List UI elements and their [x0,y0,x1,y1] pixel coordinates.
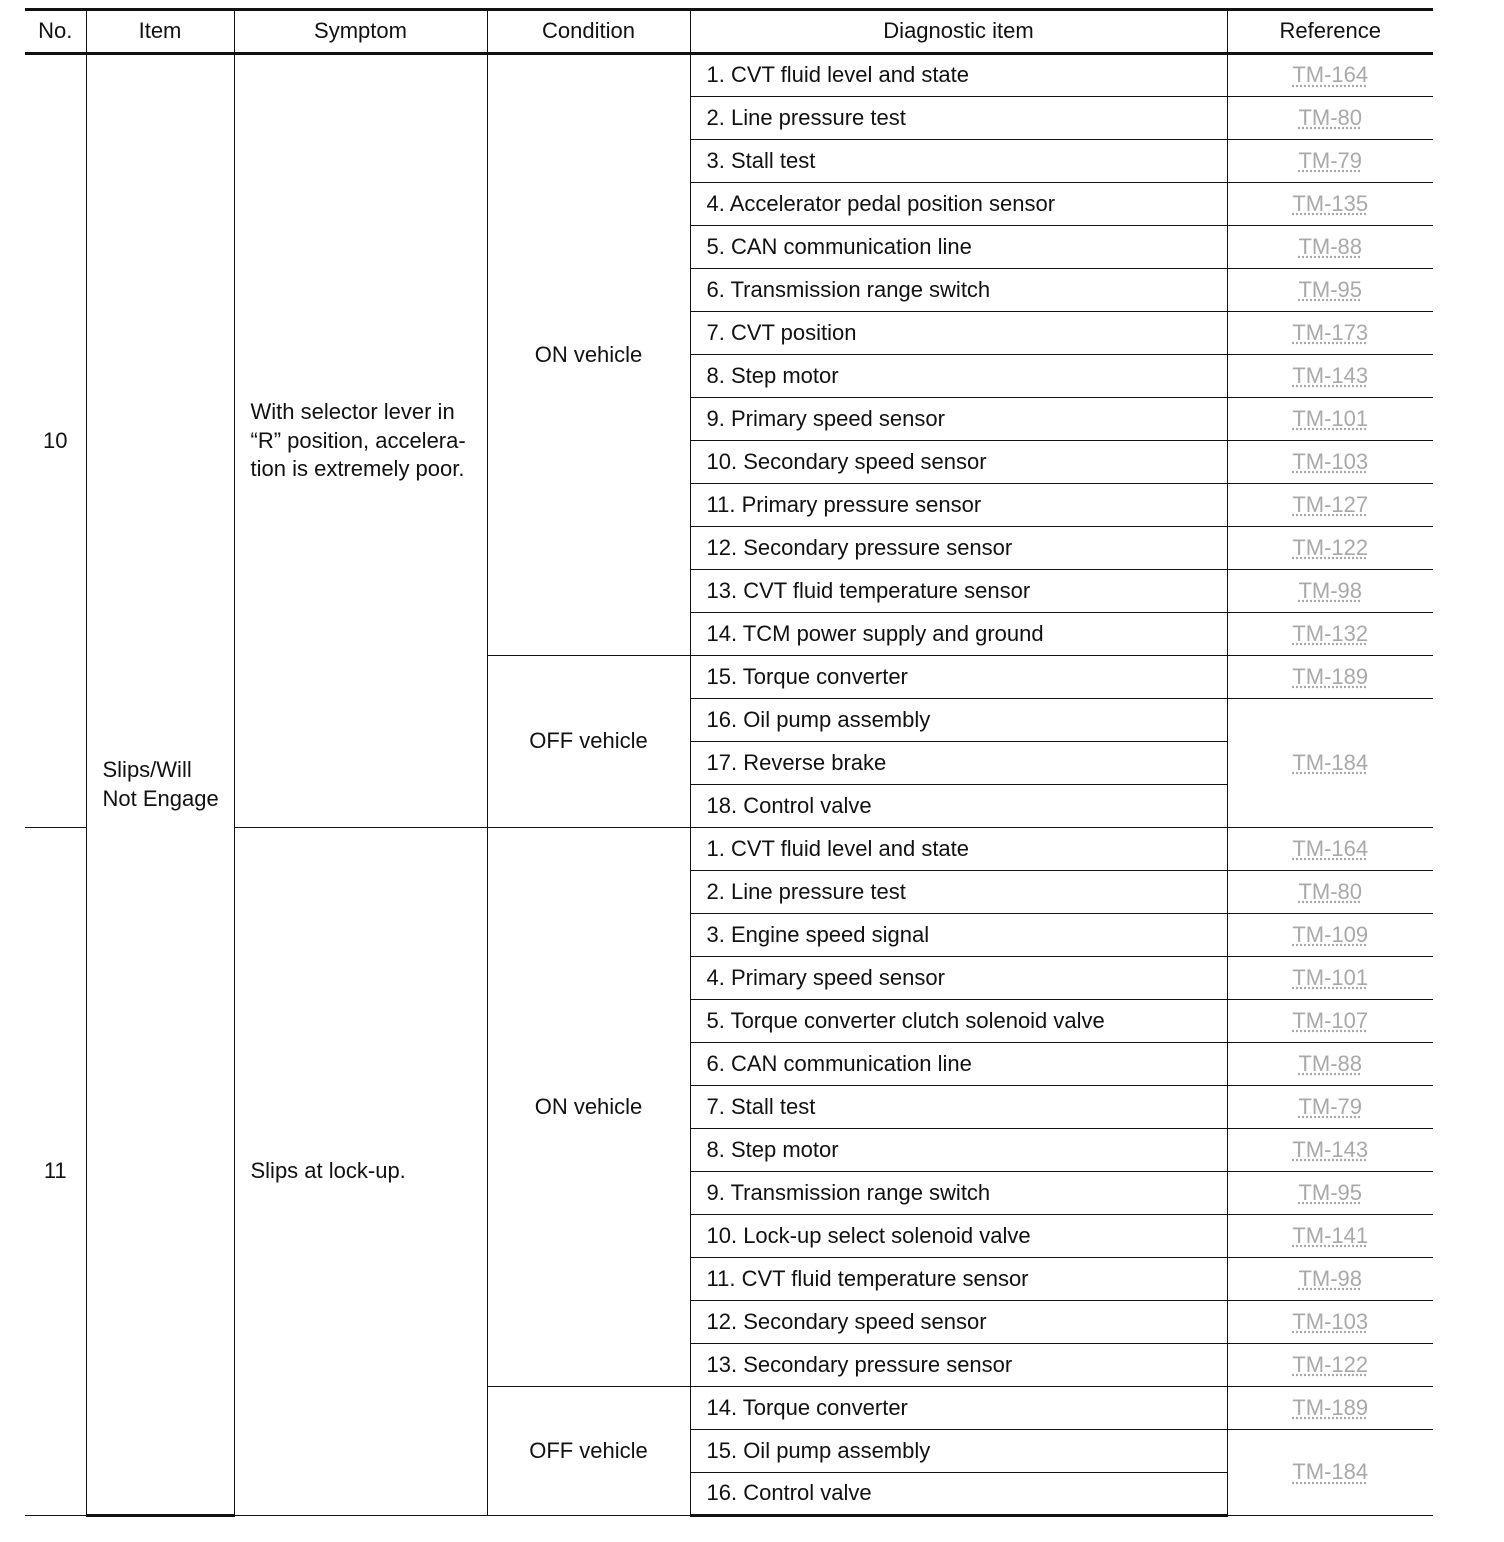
table-row [25,828,1433,871]
reference-cell [1227,1000,1433,1043]
reference-cell [1227,1086,1433,1129]
reference-link[interactable]: TM-101 [1292,405,1369,431]
diagnostic-item: 2. Line pressure test [690,97,1227,140]
diagnostic-item: 10. Secondary speed sensor [690,441,1227,484]
reference-cell [1227,484,1433,527]
reference-cell [1227,1215,1433,1258]
reference-link[interactable]: TM-189 [1292,1394,1369,1420]
reference-link[interactable]: TM-164 [1292,835,1369,861]
symptom-cell: With selector lever in “R” position, accelera- tion is extremely poor. [234,54,487,828]
diagnostic-item: 17. Reverse brake [690,742,1227,785]
diagnostic-item: 1. CVT fluid level and state [690,828,1227,871]
diagnostic-item: 5. CAN communication line [690,226,1227,269]
diagnostic-item: 8. Step motor [690,355,1227,398]
reference-link[interactable]: TM-189 [1292,663,1369,689]
diagnostic-item: 13. Secondary pressure sensor [690,1344,1227,1387]
reference-link[interactable]: TM-122 [1292,534,1369,560]
diagnostic-item: 7. Stall test [690,1086,1227,1129]
reference-cell [1227,1129,1433,1172]
reference-cell [1227,54,1433,97]
reference-link[interactable]: TM-98 [1298,1265,1363,1291]
reference-cell [1227,312,1433,355]
diagnostic-item: 7. CVT position [690,312,1227,355]
reference-link[interactable]: TM-103 [1292,448,1369,474]
reference-cell [1227,226,1433,269]
reference-cell [1227,1258,1433,1301]
diagnostic-item: 14. Torque converter [690,1387,1227,1430]
reference-cell [1227,355,1433,398]
reference-link[interactable]: TM-143 [1292,1136,1369,1162]
reference-cell [1227,1172,1433,1215]
diagnostic-item: 9. Primary speed sensor [690,398,1227,441]
reference-link[interactable]: TM-79 [1298,147,1363,173]
diagnostic-item: 13. CVT fluid temperature sensor [690,570,1227,613]
diagnostic-item: 16. Oil pump assembly [690,699,1227,742]
diagnostic-item: 4. Accelerator pedal position sensor [690,183,1227,226]
header-condition: Condition [487,10,690,54]
diagnostic-item: 11. CVT fluid temperature sensor [690,1258,1227,1301]
diagnostic-item: 12. Secondary pressure sensor [690,527,1227,570]
reference-cell [1227,656,1433,699]
reference-cell [1227,398,1433,441]
diagnostic-table [25,8,1433,1517]
reference-link[interactable]: TM-184 [1292,1459,1369,1485]
reference-cell [1227,97,1433,140]
diagnostic-item: 1. CVT fluid level and state [690,54,1227,97]
reference-link[interactable]: TM-135 [1292,190,1369,216]
reference-cell [1227,441,1433,484]
diagnostic-item: 12. Secondary speed sensor [690,1301,1227,1344]
reference-cell [1227,1387,1433,1430]
reference-link[interactable]: TM-132 [1292,620,1369,646]
reference-link[interactable]: TM-80 [1298,878,1363,904]
reference-cell [1227,527,1433,570]
reference-link[interactable]: TM-184 [1292,749,1369,775]
reference-cell [1227,1344,1433,1387]
diagnostic-item: 6. Transmission range switch [690,269,1227,312]
reference-cell [1227,613,1433,656]
header-reference: Reference [1227,10,1433,54]
table-body [25,54,1433,1516]
reference-link[interactable]: TM-122 [1292,1351,1369,1377]
condition-cell: OFF vehicle [487,656,690,828]
reference-link[interactable]: TM-109 [1292,921,1369,947]
reference-cell [1227,957,1433,1000]
reference-cell [1227,828,1433,871]
reference-cell [1227,140,1433,183]
reference-link[interactable]: TM-143 [1292,362,1369,388]
header-diagnostic-item: Diagnostic item [690,10,1227,54]
row-number: 11 [25,828,86,1516]
reference-link[interactable]: TM-101 [1292,964,1369,990]
diagnostic-item: 3. Engine speed signal [690,914,1227,957]
diagnostic-item: 6. CAN communication line [690,1043,1227,1086]
diagnostic-item: 18. Control valve [690,785,1227,828]
condition-cell: ON vehicle [487,828,690,1387]
diagnostic-item: 16. Control valve [690,1473,1227,1516]
reference-link[interactable]: TM-141 [1292,1222,1369,1248]
header-item: Item [86,10,234,54]
reference-cell [1227,269,1433,312]
condition-cell: OFF vehicle [487,1387,690,1516]
reference-cell [1227,1430,1433,1516]
reference-cell [1227,871,1433,914]
reference-cell [1227,183,1433,226]
item-cell: Slips/Will Not Engage [86,54,234,1516]
reference-cell [1227,914,1433,957]
reference-link[interactable]: TM-127 [1292,491,1369,517]
reference-link[interactable]: TM-103 [1292,1308,1369,1334]
reference-cell [1227,570,1433,613]
reference-cell [1227,1301,1433,1344]
row-number: 10 [25,54,86,828]
reference-link[interactable]: TM-173 [1292,319,1369,345]
diagnostic-item: 2. Line pressure test [690,871,1227,914]
reference-link[interactable]: TM-95 [1298,276,1363,302]
reference-link[interactable]: TM-98 [1298,577,1363,603]
condition-cell: ON vehicle [487,54,690,656]
header-no: No. [25,10,86,54]
header-row [25,10,1433,54]
header-symptom: Symptom [234,10,487,54]
reference-cell [1227,699,1433,828]
diagnostic-item: 10. Lock-up select solenoid valve [690,1215,1227,1258]
reference-link[interactable]: TM-88 [1298,233,1363,259]
reference-link[interactable]: TM-80 [1298,104,1363,130]
diagnostic-item: 14. TCM power supply and ground [690,613,1227,656]
reference-link[interactable]: TM-164 [1292,62,1369,88]
diagnostic-item: 9. Transmission range switch [690,1172,1227,1215]
diagnostic-item: 11. Primary pressure sensor [690,484,1227,527]
diagnostic-item: 4. Primary speed sensor [690,957,1227,1000]
symptom-cell: Slips at lock-up. [234,828,487,1516]
diagnostic-item: 8. Step motor [690,1129,1227,1172]
reference-cell [1227,1043,1433,1086]
table-row [25,54,1433,97]
diagnostic-item: 15. Oil pump assembly [690,1430,1227,1473]
table-header [25,10,1433,54]
reference-link[interactable]: TM-95 [1298,1179,1363,1205]
diagnostic-item: 5. Torque converter clutch solenoid valve [690,1000,1227,1043]
reference-link[interactable]: TM-88 [1298,1050,1363,1076]
reference-link[interactable]: TM-107 [1292,1007,1369,1033]
diagnostic-item: 15. Torque converter [690,656,1227,699]
diagnostic-item: 3. Stall test [690,140,1227,183]
reference-link[interactable]: TM-79 [1298,1093,1363,1119]
